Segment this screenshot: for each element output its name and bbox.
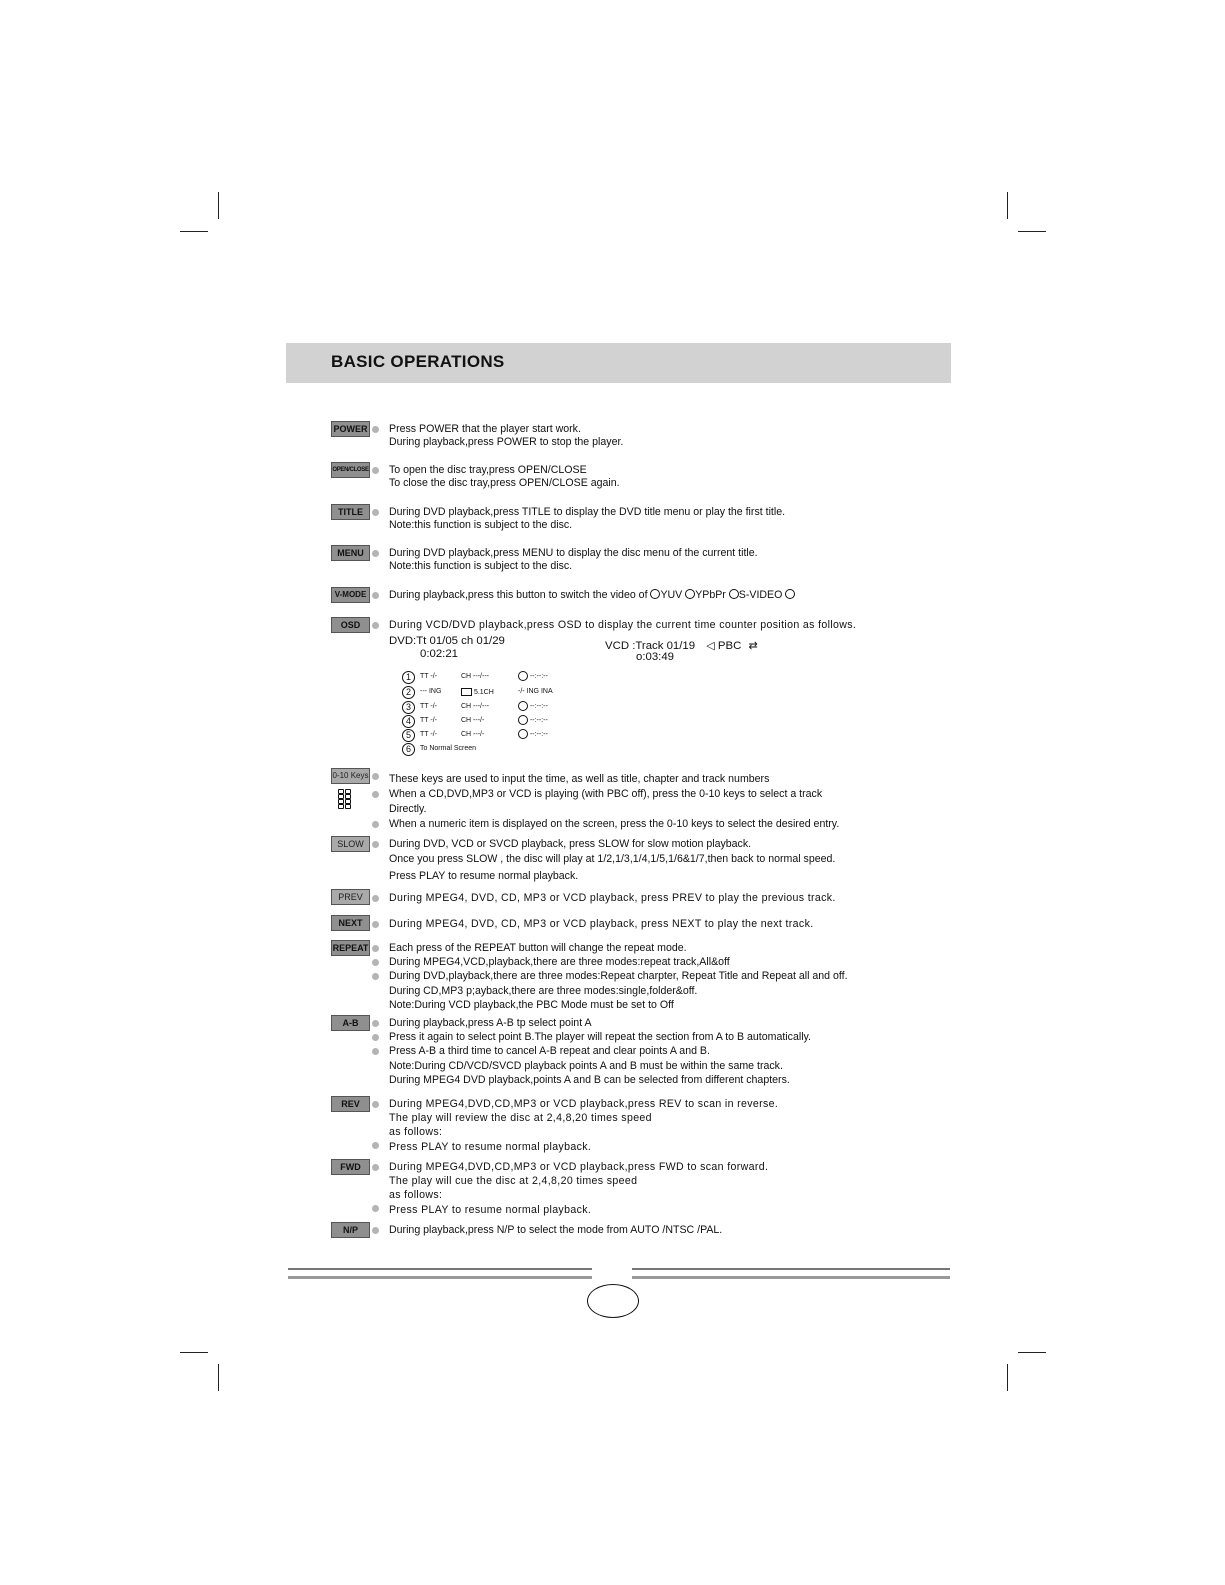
crop-mark [1018, 1352, 1046, 1353]
osd-vcd-pbc: PBC [717, 640, 742, 652]
bullet [372, 921, 379, 928]
osd-dvd-line-1: DVD:Tt 01/05 ch 01/29 [389, 635, 505, 647]
vmode-text [389, 589, 795, 602]
bullet [372, 841, 379, 848]
repeat-key-label: REPEAT [331, 940, 370, 956]
bullet [372, 1101, 379, 1108]
number-keys-label: 0-10 Keys [331, 768, 370, 784]
crop-mark [1018, 231, 1046, 232]
next-text: During MPEG4, DVD, CD, MP3 or VCD playback, press NEXT to play the next track. [389, 918, 814, 930]
clock-icon [518, 671, 528, 681]
keys-text-3: Directly. [389, 803, 427, 815]
osd-menu-cell: To Normal Screen [420, 745, 477, 752]
osd-menu-cell: CH ---/--- [461, 673, 489, 680]
circled-three-icon [729, 589, 739, 599]
clock-icon [518, 729, 528, 739]
circled-number: 1 [402, 671, 415, 684]
osd-dvd-line-2: 0:02:21 [420, 648, 459, 660]
osd-vcd-line-1 [605, 639, 758, 652]
ab-text-3: Press A-B a third time to cancel A-B repeat and clear points A and B. [389, 1045, 710, 1057]
power-key-label: POWER [331, 421, 370, 437]
circled-one-icon [650, 589, 660, 599]
circled-number: 2 [402, 686, 415, 699]
keys-text-1: These keys are used to input the time, as well as title, chapter and track numbers [389, 773, 770, 785]
clock-icon [518, 715, 528, 725]
title-text-2: Note:this function is subject to the disc. [389, 519, 573, 531]
menu-text-2: Note:this function is subject to the disc. [389, 560, 573, 572]
title-key-label: TITLE [331, 504, 370, 520]
crop-mark [180, 231, 208, 232]
page-number-oval [587, 1284, 639, 1318]
bullet [372, 467, 379, 474]
ab-text-2: Press it again to select point B.The player will repeat the section from A to B automatically. [389, 1031, 811, 1043]
bullet [372, 895, 379, 902]
bullet [372, 592, 379, 599]
osd-menu-cell-group [518, 671, 548, 681]
crop-mark [1007, 192, 1008, 219]
rev-text-4: Press PLAY to resume normal playback. [389, 1141, 592, 1153]
np-key-label: N/P [331, 1222, 370, 1238]
ab-text-4: Note:During CD/VCD/SVCD playback points A and B must be within the same track. [389, 1060, 783, 1072]
bullet [372, 821, 379, 828]
bullet [372, 1227, 379, 1234]
clock-icon [518, 701, 528, 711]
circled-number: 6 [402, 743, 415, 756]
crop-mark [218, 1364, 219, 1391]
osd-menu-cell: CH ---/--- [461, 703, 489, 710]
bullet [372, 622, 379, 629]
vmode-option-3: S-VIDEO [738, 589, 783, 601]
fwd-text-1: During MPEG4,DVD,CD,MP3 or VCD playback,press FWD to scan forward. [389, 1161, 769, 1173]
title-text-1: During DVD playback,press TITLE to display the DVD title menu or play the first title. [389, 506, 786, 518]
osd-menu-cell: --:--:-- [529, 716, 548, 724]
circled-number: 4 [402, 715, 415, 728]
slow-text-1: During DVD, VCD or SVCD playback, press SLOW for slow motion playback. [389, 838, 752, 850]
rev-text-1: During MPEG4,DVD,CD,MP3 or VCD playback,press REV to scan in reverse. [389, 1098, 779, 1110]
bullet [372, 1205, 379, 1212]
osd-menu-row [402, 715, 602, 729]
ab-text-1: During playback,press A-B tp select point A [389, 1017, 592, 1029]
bullet [372, 959, 379, 966]
bullet [372, 1164, 379, 1171]
power-text-1: Press POWER that the player start work. [389, 423, 581, 435]
menu-text-1: During DVD playback,press MENU to display the disc menu of the current title. [389, 547, 758, 559]
osd-menu-cell: --:--:-- [529, 702, 548, 710]
osd-menu-cell: --- ING [420, 688, 442, 695]
footer-rule-left [288, 1268, 592, 1279]
bullet [372, 1048, 379, 1055]
osd-menu-cell: TT -/- [420, 717, 437, 724]
osd-menu-cell: TT -/- [420, 703, 437, 710]
repeat-text-4: During CD,MP3 p;ayback,there are three modes:single,folder&off. [389, 985, 698, 997]
repeat-text-2: During MPEG4,VCD,playback,there are three modes:repeat track,All&off [389, 956, 730, 968]
repeat-text-5: Note:During VCD playback,the PBC Mode must be set to Off [389, 999, 674, 1011]
ab-text-5: During MPEG4 DVD playback,points A and B can be selected from different chapters. [389, 1074, 790, 1086]
slow-text-3: Press PLAY to resume normal playback. [389, 870, 579, 882]
osd-menu-cell-group [518, 701, 548, 711]
osd-menu-row [402, 729, 602, 743]
osd-key-label: OSD [331, 617, 370, 633]
osd-menu-cell-group [518, 729, 548, 739]
np-text: During playback,press N/P to select the mode from AUTO /NTSC /PAL. [389, 1224, 723, 1236]
bullet [372, 791, 379, 798]
keys-text-4: When a numeric item is displayed on the screen, press the 0-10 keys to select the desired entry. [389, 818, 840, 830]
osd-vcd-track: VCD :Track 01/19 [605, 640, 696, 652]
section-header [286, 343, 951, 383]
bullet [372, 509, 379, 516]
osd-vcd-line-2: o:03:49 [636, 651, 675, 663]
fwd-key-label: FWD [331, 1159, 370, 1175]
circled-two-icon [685, 589, 695, 599]
bullet [372, 426, 379, 433]
bullet [372, 773, 379, 780]
menu-key-label: MENU [331, 545, 370, 561]
open-close-key-label: OPEN/CLOSE [331, 462, 370, 478]
speaker-icon: ◁ [706, 640, 715, 652]
rev-text-3: as follows: [389, 1126, 443, 1138]
osd-menu-cell: --:--:-- [529, 672, 548, 680]
osd-menu-cell-group [518, 715, 548, 725]
repeat-text-1: Each press of the REPEAT button will change the repeat mode. [389, 942, 687, 954]
osd-menu-cell: --:--:-- [529, 730, 548, 738]
osd-menu-cell: CH ---/- [461, 731, 485, 738]
open-close-text-1: To open the disc tray,press OPEN/CLOSE [389, 464, 587, 476]
osd-text-1: During VCD/DVD playback,press OSD to display the current time counter position as follows. [389, 619, 857, 631]
prev-text: During MPEG4, DVD, CD, MP3 or VCD playback, press PREV to play the previous track. [389, 892, 836, 904]
footer-rule-right [632, 1268, 950, 1279]
open-close-text-2: To close the disc tray,press OPEN/CLOSE again. [389, 477, 620, 489]
fwd-text-2: The play will cue the disc at 2,4,8,20 times speed [389, 1175, 638, 1187]
empty-circle-icon [785, 589, 795, 599]
page-title: BASIC OPERATIONS [331, 352, 505, 371]
vmode-text-lead: During playback,press this button to switch the video of [389, 589, 651, 601]
prev-key-label: PREV [331, 889, 370, 905]
osd-menu-cell: CH ---/- [461, 717, 485, 724]
bullet [372, 1034, 379, 1041]
osd-menu-cell: -/- ING INA [518, 688, 553, 695]
osd-menu-cell: 5.1CH [473, 688, 494, 696]
osd-menu-row [402, 671, 602, 685]
crop-mark [180, 1352, 208, 1353]
crop-mark [218, 192, 219, 219]
dolby-icon [461, 688, 472, 696]
bullet [372, 1020, 379, 1027]
circled-number: 3 [402, 701, 415, 714]
repeat-text-3: During DVD,playback,there are three modes:Repeat charpter, Repeat Title and Repeat all and off. [389, 970, 848, 982]
bullet [372, 973, 379, 980]
bullet [372, 945, 379, 952]
ab-key-label: A-B [331, 1015, 370, 1031]
fwd-text-4: Press PLAY to resume normal playback. [389, 1204, 592, 1216]
bullet [372, 1142, 379, 1149]
power-text-2: During playback,press POWER to stop the player. [389, 436, 624, 448]
osd-menu-cell: TT -/- [420, 731, 437, 738]
repeat-icon: ⇄ [748, 640, 758, 652]
vmode-option-2: YPbPr [695, 589, 726, 601]
osd-menu-row [402, 686, 602, 700]
keys-text-2: When a CD,DVD,MP3 or VCD is playing (with PBC off), press the 0-10 keys to select a track [389, 788, 823, 800]
circled-number: 5 [402, 729, 415, 742]
crop-mark [1007, 1364, 1008, 1391]
rev-text-2: The play will review the disc at 2,4,8,20 times speed [389, 1112, 652, 1124]
slow-key-label: SLOW [331, 836, 370, 852]
fwd-text-3: as follows: [389, 1189, 443, 1201]
next-key-label: NEXT [331, 915, 370, 931]
osd-menu-cell-group [461, 688, 494, 696]
osd-menu-cell: TT -/- [420, 673, 437, 680]
vmode-key-label: V-MODE [331, 587, 370, 603]
osd-menu-row [402, 701, 602, 715]
bullet [372, 550, 379, 557]
osd-menu-row [402, 743, 602, 757]
slow-text-2: Once you press SLOW , the disc will play at 1/2,1/3,1/4,1/5,1/6&1/7,then back to normal speed. [389, 853, 836, 865]
vmode-option-1: YUV [660, 589, 683, 601]
rev-key-label: REV [331, 1096, 370, 1112]
